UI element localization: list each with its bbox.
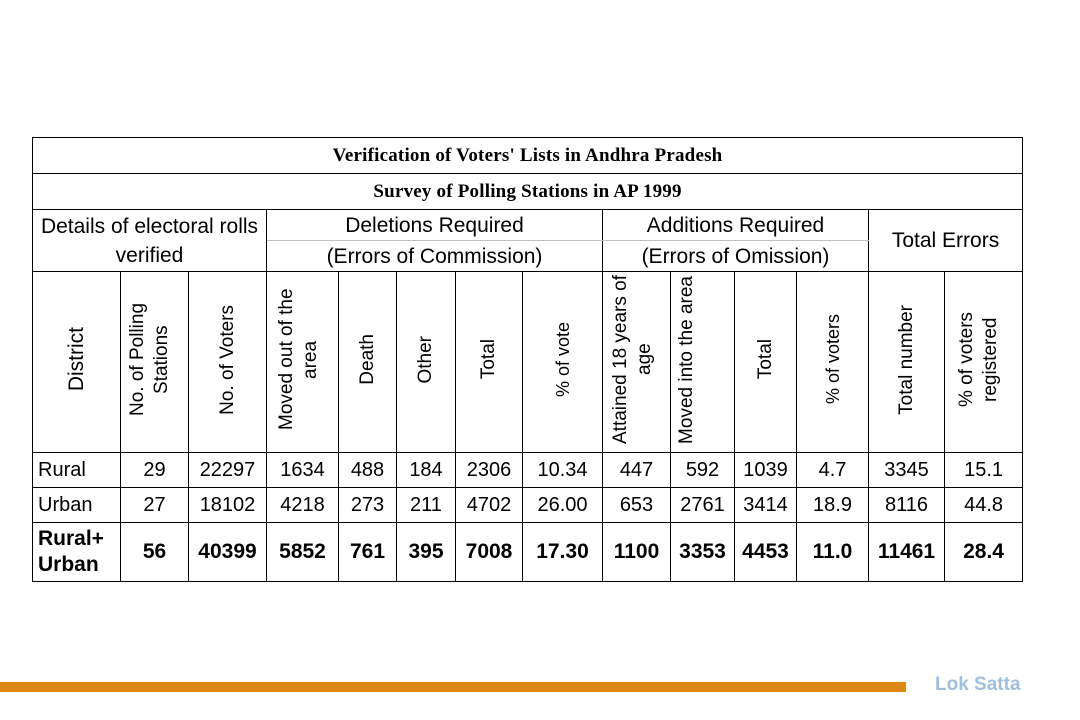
col-header-voters-label: No. of Voters: [216, 304, 238, 415]
cell-polling-stations: 56: [121, 523, 189, 582]
col-header-death-label: Death: [356, 334, 378, 385]
cell-district-total: [33, 523, 121, 582]
footer-brand: Lok Satta: [935, 674, 1021, 695]
cell-deletions-total: 4702: [456, 488, 523, 523]
cell-additions-total: 3414: [735, 488, 797, 523]
col-header-other-label: Other: [415, 335, 436, 384]
cell-additions-total: 1039: [735, 453, 797, 488]
cell-pct-registered: 15.1: [945, 453, 1023, 488]
cell-deletions-total: 7008: [456, 523, 523, 582]
col-header-attained-18: [603, 272, 671, 453]
col-header-pct-registered-label: % of voters registered: [955, 311, 1001, 408]
cell-district-total-line2: Urban: [38, 553, 99, 576]
cell-moved-in: 2761: [671, 488, 735, 523]
col-header-moved-out: [267, 272, 339, 453]
col-header-district: [33, 272, 121, 453]
cell-polling-stations: 27: [121, 488, 189, 523]
col-header-district-label: District: [64, 327, 88, 392]
cell-district: Rural: [33, 453, 121, 488]
group-header-deletions-sub: (Errors of Commission): [267, 241, 603, 272]
cell-pct-voters: 11.0: [797, 523, 869, 582]
group-header-deletions: Deletions Required: [267, 210, 603, 241]
col-header-other: [397, 272, 456, 453]
group-header-additions: Additions Required: [603, 210, 869, 241]
col-header-deletions-total: [456, 272, 523, 453]
cell-total-number: 11461: [869, 523, 945, 582]
cell-pct-vote: 17.30: [523, 523, 603, 582]
col-header-total-number-label: Total number: [895, 304, 917, 415]
cell-attained-18: 653: [603, 488, 671, 523]
col-header-moved-in-label: Moved into the area: [675, 275, 697, 444]
cell-death: 488: [339, 453, 397, 488]
cell-attained-18: 447: [603, 453, 671, 488]
cell-total-number: 8116: [869, 488, 945, 523]
cell-moved-out: 4218: [267, 488, 339, 523]
col-header-deletions-total-label: Total: [478, 339, 499, 380]
cell-attained-18: 1100: [603, 523, 671, 582]
cell-district: Urban: [33, 488, 121, 523]
col-header-pct-voters: [797, 272, 869, 453]
group-header-additions-sub: (Errors of Omission): [603, 241, 869, 272]
cell-other: 211: [397, 488, 456, 523]
table-subtitle: Survey of Polling Stations in AP 1999: [33, 174, 1023, 210]
group-header-details: Details of electoral rolls verified: [33, 210, 267, 272]
cell-polling-stations: 29: [121, 453, 189, 488]
cell-pct-vote: 26.00: [523, 488, 603, 523]
cell-pct-voters: 4.7: [797, 453, 869, 488]
col-header-polling-stations-label: No. of Polling Stations: [126, 303, 172, 417]
cell-other: 395: [397, 523, 456, 582]
cell-pct-registered: 28.4: [945, 523, 1023, 582]
cell-moved-out: 1634: [267, 453, 339, 488]
cell-deletions-total: 2306: [456, 453, 523, 488]
cell-moved-out: 5852: [267, 523, 339, 582]
col-header-death: [339, 272, 397, 453]
col-header-additions-total-label: Total: [754, 339, 776, 380]
table-row-total: [33, 523, 1023, 582]
col-header-moved-in: [671, 272, 735, 453]
voters-verification-table: [32, 137, 1023, 582]
col-header-additions-total: [735, 272, 797, 453]
cell-additions-total: 4453: [735, 523, 797, 582]
cell-pct-registered: 44.8: [945, 488, 1023, 523]
col-header-attained-18-label: Attained 18 years of age: [609, 275, 655, 444]
col-header-voters: [189, 272, 267, 453]
col-header-total-number: [869, 272, 945, 453]
col-header-pct-vote: [523, 272, 603, 453]
cell-voters: 40399: [189, 523, 267, 582]
cell-pct-vote: 10.34: [523, 453, 603, 488]
group-header-total-errors: Total Errors: [869, 210, 1023, 272]
table-row-urban: [33, 488, 1023, 523]
cell-moved-in: 3353: [671, 523, 735, 582]
footer-divider-bar: [0, 682, 906, 692]
col-header-polling-stations: [121, 272, 189, 453]
cell-pct-voters: 18.9: [797, 488, 869, 523]
col-header-pct-voters-label: % of voters: [822, 314, 843, 405]
table-title: Verification of Voters' Lists in Andhra Pradesh: [33, 138, 1023, 174]
col-header-pct-registered: [945, 272, 1023, 453]
cell-district-total-line1: Rural+: [38, 527, 104, 550]
cell-total-number: 3345: [869, 453, 945, 488]
col-header-pct-vote-label: % of vote: [552, 321, 573, 398]
table-row-rural: [33, 453, 1023, 488]
cell-death: 761: [339, 523, 397, 582]
cell-voters: 22297: [189, 453, 267, 488]
cell-voters: 18102: [189, 488, 267, 523]
col-header-moved-out-label: Moved out of the area: [275, 288, 321, 431]
cell-moved-in: 592: [671, 453, 735, 488]
cell-death: 273: [339, 488, 397, 523]
cell-other: 184: [397, 453, 456, 488]
